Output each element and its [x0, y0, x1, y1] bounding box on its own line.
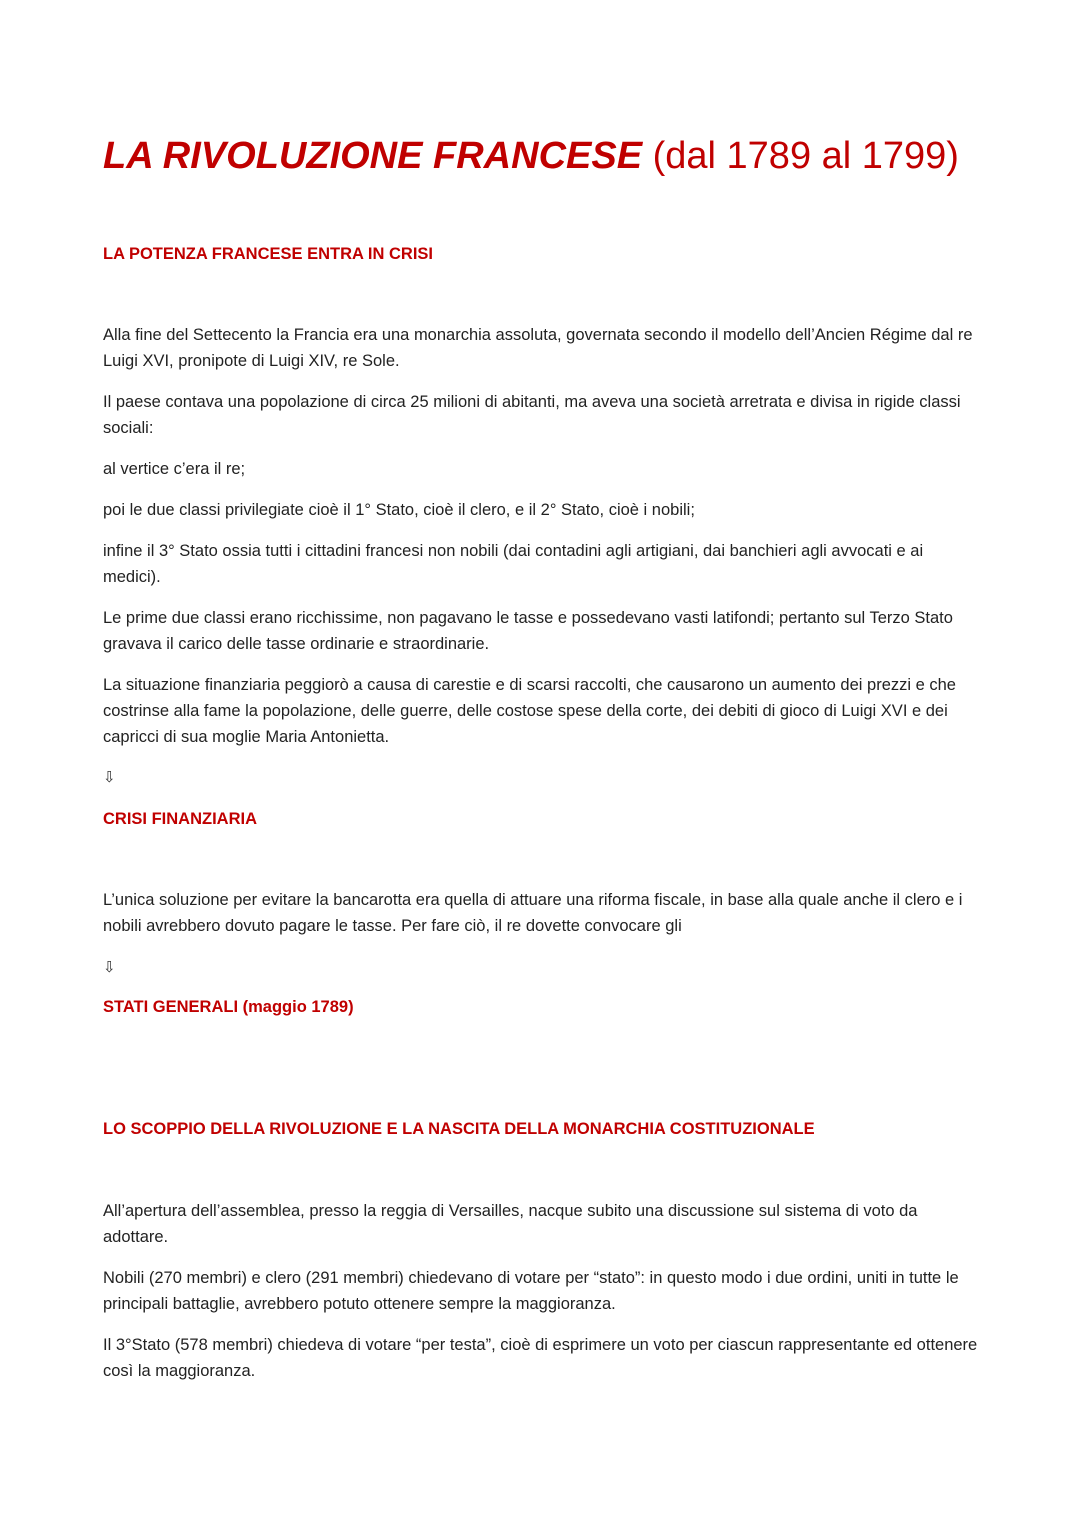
paragraph-taxes: Le prime due classi erano ricchissime, non pagavano le tasse e possedevano vasti latifondi; pertanto sul Terzo Stato gravava il carico delle tasse ordinarie e straordinarie.: [103, 609, 953, 653]
paragraph-ancien-regime: Alla fine del Settecento la Francia era una monarchia assoluta, governata secondo il modello dell’Ancien Régime dal re Luigi XVI, pronipote di Luigi XIV, re Sole.: [103, 326, 973, 370]
title-main: LA RIVOLUZIONE FRANCESE: [103, 135, 643, 177]
section-heading-financial-crisis: CRISI FINANZIARIA: [103, 810, 257, 828]
paragraph-population: Il paese contava una popolazione di circa 25 milioni di abitanti, ma aveva una società arretrata e divisa in rigide classi sociali:: [103, 393, 961, 437]
paragraph-fiscal-reform: L’unica soluzione per evitare la bancarotta era quella di attuare una riforma fiscale, in base alla quale anche il clero e i nobili avrebbero dovuto pagare le tasse. Per fare ciò, il re dovette convocare gli: [103, 891, 963, 935]
paragraph-king: al vertice c’era il re;: [103, 460, 246, 478]
down-arrow-icon: ⇩: [103, 958, 116, 976]
page-title: [103, 132, 959, 180]
paragraph-third-estate-vote: Il 3°Stato (578 membri) chiedeva di votare “per testa”, cioè di esprimere un voto per ciascun rappresentante ed ottenere così la maggioranza.: [103, 1336, 978, 1380]
paragraph-privileged-classes: poi le due classi privilegiate cioè il 1° Stato, cioè il clero, e il 2° Stato, cioè i nobili;: [103, 501, 695, 519]
section-heading-crisis: LA POTENZA FRANCESE ENTRA IN CRISI: [103, 245, 434, 263]
paragraph-assembly: All’apertura dell’assemblea, presso la reggia di Versailles, nacque subito una discussione sul sistema di voto da adottare.: [103, 1202, 918, 1246]
down-arrow-icon: ⇩: [103, 768, 116, 786]
paragraph-nobles-clergy-vote: Nobili (270 membri) e clero (291 membri) chiedevano di votare per “stato”: in questo modo i due ordini, uniti in tutte le principali battaglie, avrebbero potuto ottenere sempre la maggioranza.: [103, 1269, 959, 1313]
paragraph-third-estate: infine il 3° Stato ossia tutti i cittadini francesi non nobili (dai contadini agli artigiani, dai banchieri agli avvocati e ai medici).: [103, 542, 924, 586]
title-dates: (dal 1789 al 1799): [642, 135, 959, 177]
paragraph-financial-situation: La situazione finanziaria peggiorò a causa di carestie e di scarsi raccolti, che causarono un aumento dei prezzi e che costrinse alla fame la popolazione, delle guerre, delle costose spese della corte, dei debiti di gioco di Luigi XVI e dei capricci di sua moglie Maria Antonietta.: [103, 676, 956, 746]
section-heading-revolution: LO SCOPPIO DELLA RIVOLUZIONE E LA NASCITA DELLA MONARCHIA COSTITUZIONALE: [103, 1120, 815, 1138]
section-heading-estates-general: STATI GENERALI (maggio 1789): [103, 998, 354, 1016]
